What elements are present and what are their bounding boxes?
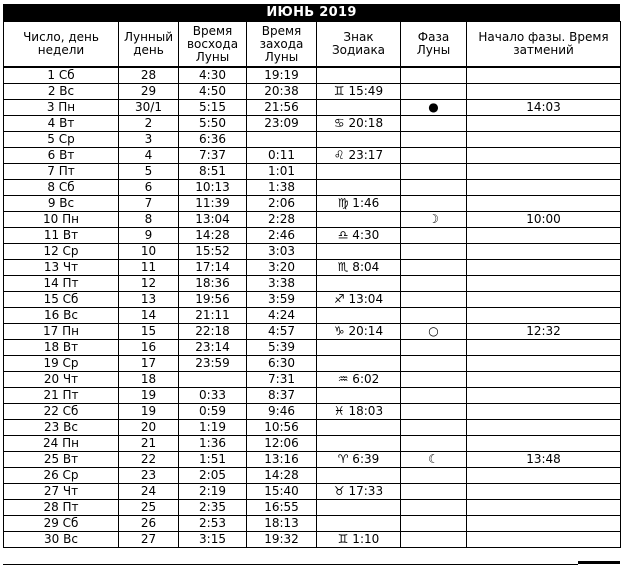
cell-lunar-day: 11 [119, 260, 179, 276]
cell-moonrise: 0:59 [179, 404, 247, 420]
page-title: ИЮНЬ 2019 [3, 4, 620, 21]
cell-moonset: 1:01 [247, 164, 317, 180]
header-moonrise: Время восхода Луны [179, 22, 247, 68]
cell-lunar-day: 20 [119, 420, 179, 436]
cell-date: 8 Сб [4, 180, 119, 196]
cell-moonset: 0:11 [247, 148, 317, 164]
cell-zodiac [317, 244, 401, 260]
table-row [4, 532, 621, 548]
cell-zodiac [317, 212, 401, 228]
cell-date: 1 Сб [4, 67, 119, 84]
table-row [4, 84, 621, 100]
table-row [4, 164, 621, 180]
cell-moonrise: 4:30 [179, 67, 247, 84]
cell-phase-start [467, 84, 621, 100]
cell-phase-start [467, 116, 621, 132]
cell-phase [401, 436, 467, 452]
cell-lunar-day: 10 [119, 244, 179, 260]
cell-zodiac: ♍ 1:46 [317, 196, 401, 212]
cell-moonset: 6:30 [247, 356, 317, 372]
cell-moonrise: 2:05 [179, 468, 247, 484]
cell-zodiac [317, 516, 401, 532]
cell-zodiac: ♓ 18:03 [317, 404, 401, 420]
cell-moonrise: 18:36 [179, 276, 247, 292]
cell-lunar-day: 15 [119, 324, 179, 340]
header-phase-start: Начало фазы. Время затмений [467, 22, 621, 68]
cell-lunar-day: 22 [119, 452, 179, 468]
cell-date: 3 Пн [4, 100, 119, 116]
cell-moonrise: 23:14 [179, 340, 247, 356]
cell-phase [401, 276, 467, 292]
cell-moonrise: 15:52 [179, 244, 247, 260]
cell-date: 20 Чт [4, 372, 119, 388]
table-row [4, 340, 621, 356]
cell-moonrise: 22:18 [179, 324, 247, 340]
cell-lunar-day: 5 [119, 164, 179, 180]
table-row [4, 228, 621, 244]
cell-phase [401, 308, 467, 324]
cell-date: 30 Вс [4, 532, 119, 548]
table-row [4, 372, 621, 388]
cell-date: 14 Пт [4, 276, 119, 292]
cell-zodiac [317, 100, 401, 116]
cell-phase-start: 12:32 [467, 324, 621, 340]
cell-moonset: 12:06 [247, 436, 317, 452]
cell-phase-start [467, 372, 621, 388]
cell-phase-start [467, 484, 621, 500]
cell-phase-start [467, 180, 621, 196]
cell-moonset: 16:55 [247, 500, 317, 516]
table-row [4, 196, 621, 212]
cell-lunar-day: 25 [119, 500, 179, 516]
cell-zodiac [317, 308, 401, 324]
cell-moonrise: 1:36 [179, 436, 247, 452]
cell-phase [401, 148, 467, 164]
bottom-rule-thick [578, 561, 620, 564]
cell-moonset: 5:39 [247, 340, 317, 356]
cell-moonrise: 2:53 [179, 516, 247, 532]
cell-date: 2 Вс [4, 84, 119, 100]
cell-moonrise: 6:36 [179, 132, 247, 148]
cell-phase [401, 484, 467, 500]
table-row [4, 180, 621, 196]
cell-phase-start [467, 388, 621, 404]
cell-date: 15 Сб [4, 292, 119, 308]
cell-phase: ○ [401, 324, 467, 340]
cell-moonrise: 8:51 [179, 164, 247, 180]
cell-zodiac: ♑ 20:14 [317, 324, 401, 340]
cell-phase-start [467, 356, 621, 372]
cell-lunar-day: 6 [119, 180, 179, 196]
cell-phase [401, 372, 467, 388]
cell-date: 16 Вс [4, 308, 119, 324]
cell-phase-start [467, 436, 621, 452]
cell-phase-start [467, 67, 621, 84]
header-lunar-day: Лунный день [119, 22, 179, 68]
cell-moonset: 3:03 [247, 244, 317, 260]
table-row [4, 324, 621, 340]
cell-moonset: 3:38 [247, 276, 317, 292]
cell-phase [401, 260, 467, 276]
cell-moonset: 19:32 [247, 532, 317, 548]
cell-zodiac [317, 436, 401, 452]
cell-moonrise: 13:04 [179, 212, 247, 228]
cell-moonrise: 7:37 [179, 148, 247, 164]
cell-date: 28 Пт [4, 500, 119, 516]
cell-phase [401, 292, 467, 308]
cell-phase [401, 116, 467, 132]
cell-moonset: 3:59 [247, 292, 317, 308]
cell-moonrise: 1:19 [179, 420, 247, 436]
cell-moonset: 4:57 [247, 324, 317, 340]
cell-phase-start [467, 292, 621, 308]
cell-phase-start [467, 532, 621, 548]
cell-lunar-day: 14 [119, 308, 179, 324]
cell-moonset: 4:24 [247, 308, 317, 324]
table-row [4, 67, 621, 84]
cell-zodiac: ♐ 13:04 [317, 292, 401, 308]
cell-zodiac: ♒ 6:02 [317, 372, 401, 388]
cell-lunar-day: 23 [119, 468, 179, 484]
cell-zodiac [317, 276, 401, 292]
lunar-table [3, 21, 621, 548]
cell-phase [401, 532, 467, 548]
cell-phase-start [467, 132, 621, 148]
cell-date: 18 Вт [4, 340, 119, 356]
cell-phase: ☾ [401, 452, 467, 468]
cell-phase [401, 84, 467, 100]
cell-zodiac [317, 468, 401, 484]
cell-moonset: 20:38 [247, 84, 317, 100]
cell-zodiac [317, 340, 401, 356]
table-row [4, 132, 621, 148]
table-row [4, 356, 621, 372]
header-date: Число, день недели [4, 22, 119, 68]
cell-zodiac [317, 132, 401, 148]
table-row [4, 436, 621, 452]
cell-phase [401, 244, 467, 260]
cell-phase-start: 10:00 [467, 212, 621, 228]
cell-zodiac: ♈ 6:39 [317, 452, 401, 468]
cell-zodiac [317, 356, 401, 372]
cell-lunar-day: 8 [119, 212, 179, 228]
cell-moonset: 23:09 [247, 116, 317, 132]
cell-date: 21 Пт [4, 388, 119, 404]
cell-moonset: 2:46 [247, 228, 317, 244]
table-row [4, 260, 621, 276]
cell-date: 10 Пн [4, 212, 119, 228]
cell-date: 9 Вс [4, 196, 119, 212]
cell-phase [401, 356, 467, 372]
cell-moonset: 13:16 [247, 452, 317, 468]
cell-lunar-day: 28 [119, 67, 179, 84]
table-row [4, 516, 621, 532]
cell-moonrise: 3:15 [179, 532, 247, 548]
cell-moonset: 7:31 [247, 372, 317, 388]
cell-phase-start [467, 276, 621, 292]
header-zodiac: Знак Зодиака [317, 22, 401, 68]
table-row [4, 148, 621, 164]
cell-phase-start: 14:03 [467, 100, 621, 116]
cell-lunar-day: 13 [119, 292, 179, 308]
cell-phase-start [467, 404, 621, 420]
cell-lunar-day: 21 [119, 436, 179, 452]
cell-phase: ☽ [401, 212, 467, 228]
cell-phase [401, 388, 467, 404]
cell-moonrise: 4:50 [179, 84, 247, 100]
table-row [4, 244, 621, 260]
cell-moonrise: 5:50 [179, 116, 247, 132]
cell-date: 24 Пн [4, 436, 119, 452]
cell-moonrise: 2:35 [179, 500, 247, 516]
cell-phase-start [467, 228, 621, 244]
cell-date: 12 Ср [4, 244, 119, 260]
cell-moonset [247, 132, 317, 148]
cell-phase: ● [401, 100, 467, 116]
cell-phase-start [467, 196, 621, 212]
cell-phase-start [467, 148, 621, 164]
cell-date: 22 Сб [4, 404, 119, 420]
cell-date: 7 Пт [4, 164, 119, 180]
cell-lunar-day: 16 [119, 340, 179, 356]
cell-phase [401, 228, 467, 244]
cell-phase-start [467, 516, 621, 532]
cell-zodiac: ♊ 15:49 [317, 84, 401, 100]
cell-zodiac: ♌ 23:17 [317, 148, 401, 164]
cell-phase-start [467, 468, 621, 484]
cell-moonset: 19:19 [247, 67, 317, 84]
cell-lunar-day: 24 [119, 484, 179, 500]
table-row [4, 308, 621, 324]
cell-phase-start: 13:48 [467, 452, 621, 468]
header-moonset: Время захода Луны [247, 22, 317, 68]
cell-phase [401, 468, 467, 484]
cell-phase-start [467, 308, 621, 324]
cell-date: 25 Вт [4, 452, 119, 468]
cell-date: 26 Ср [4, 468, 119, 484]
cell-zodiac: ♏ 8:04 [317, 260, 401, 276]
table-row [4, 420, 621, 436]
cell-moonrise: 21:11 [179, 308, 247, 324]
cell-lunar-day: 30/1 [119, 100, 179, 116]
table-row [4, 452, 621, 468]
cell-date: 13 Чт [4, 260, 119, 276]
cell-lunar-day: 17 [119, 356, 179, 372]
cell-lunar-day: 12 [119, 276, 179, 292]
cell-moonrise: 17:14 [179, 260, 247, 276]
cell-lunar-day: 2 [119, 116, 179, 132]
cell-moonrise: 1:51 [179, 452, 247, 468]
cell-moonrise: 0:33 [179, 388, 247, 404]
cell-lunar-day: 19 [119, 404, 179, 420]
cell-zodiac [317, 180, 401, 196]
cell-moonrise: 10:13 [179, 180, 247, 196]
table-row [4, 292, 621, 308]
cell-zodiac [317, 388, 401, 404]
cell-phase [401, 420, 467, 436]
cell-lunar-day: 26 [119, 516, 179, 532]
cell-phase [401, 180, 467, 196]
cell-lunar-day: 19 [119, 388, 179, 404]
cell-moonrise: 11:39 [179, 196, 247, 212]
table-row [4, 500, 621, 516]
cell-moonset: 18:13 [247, 516, 317, 532]
cell-moonrise [179, 372, 247, 388]
cell-zodiac [317, 164, 401, 180]
cell-moonrise: 23:59 [179, 356, 247, 372]
cell-phase-start [467, 244, 621, 260]
cell-lunar-day: 29 [119, 84, 179, 100]
bottom-rule [3, 564, 578, 565]
cell-moonset: 8:37 [247, 388, 317, 404]
cell-moonset: 9:46 [247, 404, 317, 420]
cell-moonset: 14:28 [247, 468, 317, 484]
table-row [4, 276, 621, 292]
cell-zodiac [317, 500, 401, 516]
cell-moonrise: 19:56 [179, 292, 247, 308]
cell-moonset: 21:56 [247, 100, 317, 116]
lunar-calendar [3, 4, 620, 548]
table-row [4, 388, 621, 404]
cell-date: 11 Вт [4, 228, 119, 244]
cell-moonset: 10:56 [247, 420, 317, 436]
cell-date: 17 Пн [4, 324, 119, 340]
header-phase: Фаза Луны [401, 22, 467, 68]
cell-lunar-day: 18 [119, 372, 179, 388]
cell-date: 5 Ср [4, 132, 119, 148]
cell-phase [401, 516, 467, 532]
cell-phase-start [467, 260, 621, 276]
cell-date: 4 Вт [4, 116, 119, 132]
cell-phase [401, 196, 467, 212]
cell-moonset: 3:20 [247, 260, 317, 276]
cell-phase [401, 132, 467, 148]
cell-zodiac [317, 67, 401, 84]
cell-lunar-day: 4 [119, 148, 179, 164]
cell-date: 23 Вс [4, 420, 119, 436]
cell-phase [401, 340, 467, 356]
cell-moonrise: 2:19 [179, 484, 247, 500]
cell-moonset: 2:06 [247, 196, 317, 212]
table-row [4, 468, 621, 484]
cell-date: 19 Ср [4, 356, 119, 372]
cell-phase-start [467, 500, 621, 516]
cell-date: 27 Чт [4, 484, 119, 500]
cell-zodiac [317, 420, 401, 436]
table-header-row [4, 22, 621, 68]
cell-zodiac: ♋ 20:18 [317, 116, 401, 132]
table-row [4, 100, 621, 116]
cell-lunar-day: 9 [119, 228, 179, 244]
cell-zodiac: ♎ 4:30 [317, 228, 401, 244]
cell-date: 6 Вт [4, 148, 119, 164]
cell-date: 29 Сб [4, 516, 119, 532]
table-row [4, 116, 621, 132]
cell-moonset: 15:40 [247, 484, 317, 500]
cell-phase-start [467, 164, 621, 180]
cell-phase-start [467, 340, 621, 356]
cell-phase-start [467, 420, 621, 436]
cell-phase [401, 67, 467, 84]
cell-phase [401, 404, 467, 420]
cell-moonrise: 14:28 [179, 228, 247, 244]
cell-lunar-day: 27 [119, 532, 179, 548]
cell-moonrise: 5:15 [179, 100, 247, 116]
table-row [4, 212, 621, 228]
cell-zodiac: ♉ 17:33 [317, 484, 401, 500]
cell-moonset: 1:38 [247, 180, 317, 196]
cell-phase [401, 164, 467, 180]
cell-moonset: 2:28 [247, 212, 317, 228]
table-row [4, 484, 621, 500]
table-row [4, 404, 621, 420]
cell-zodiac: ♊ 1:10 [317, 532, 401, 548]
cell-phase [401, 500, 467, 516]
cell-lunar-day: 7 [119, 196, 179, 212]
cell-lunar-day: 3 [119, 132, 179, 148]
